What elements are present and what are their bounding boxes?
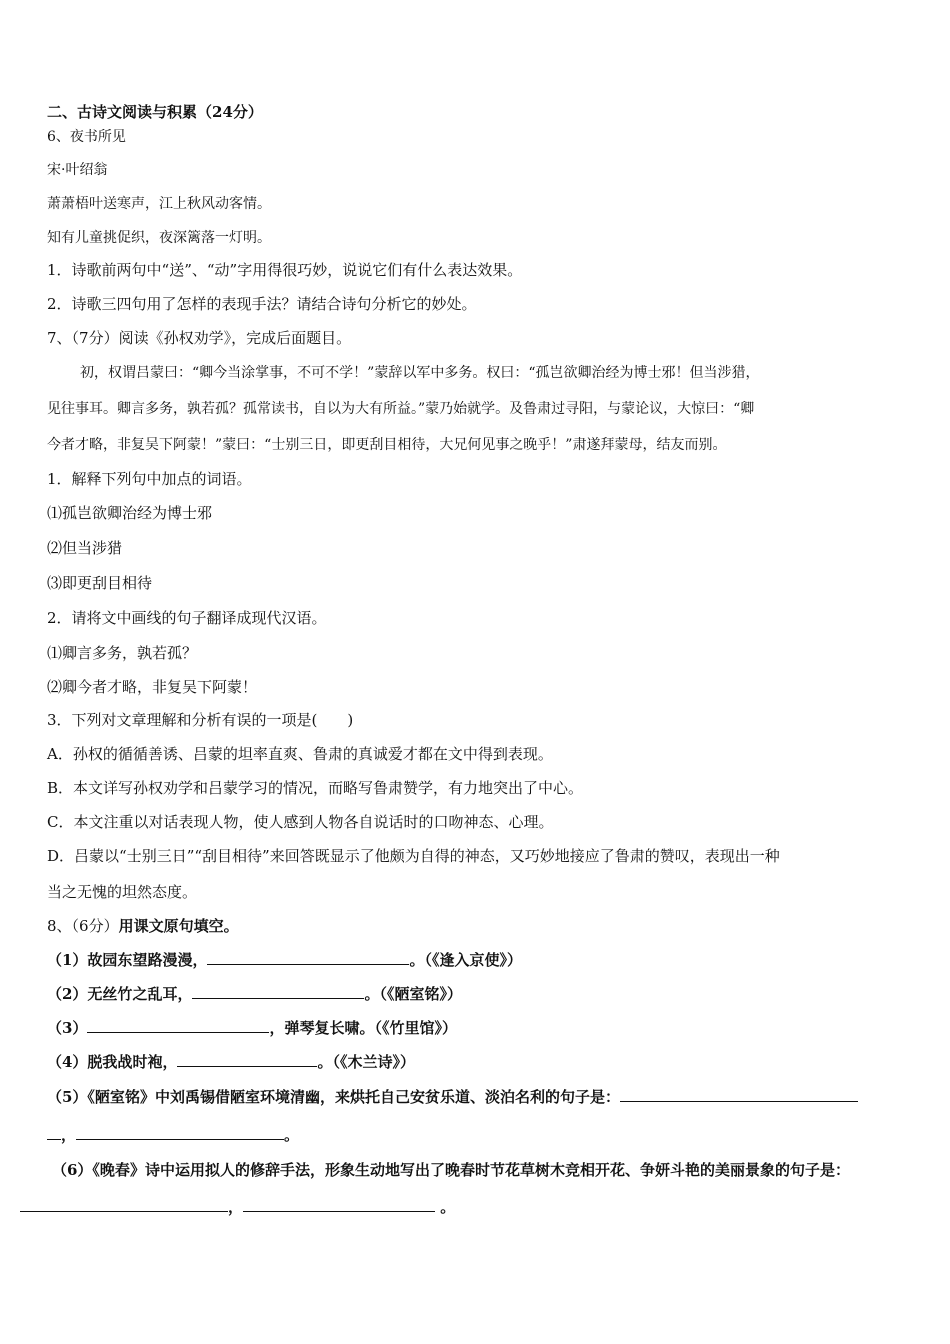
answer-blank[interactable] xyxy=(620,1086,858,1102)
passage-line-2: 见往事耳。卿言多务，孰若孤？孤常读书，自以为大有所益。”蒙乃始就学。及鲁肃过寻阳，与蒙论议，大惊曰：“卿 xyxy=(47,401,755,417)
q7-item-1b: ⑵但当涉猎 xyxy=(47,539,123,557)
answer-blank[interactable] xyxy=(177,1051,317,1067)
option-d-line-1: D．吕蒙以“士别三日”“刮目相待”来回答既显示了他颇为自得的神态，又巧妙地接应了鲁肃的赞叹，表现出一种 xyxy=(47,847,780,865)
fill-item-1: （1）故园东望路漫漫， 。（《逢入京使》） xyxy=(47,951,522,969)
q6-title: 6、夜书所见 xyxy=(47,129,126,145)
q8-score: 8、（6分） xyxy=(47,917,119,935)
q7-title: 7、（7分）阅读《孙权劝学》，完成后面题目。 xyxy=(47,329,352,347)
q6-sub-question-1: 1．诗歌前两句中“送”、“动”字用得很巧妙，说说它们有什么表达效果。 xyxy=(47,261,523,279)
fill-item-2: （2）无丝竹之乱耳， 。（《陋室铭》） xyxy=(47,985,462,1003)
q7-sub-question-1: 1．解释下列句中加点的词语。 xyxy=(47,470,252,488)
option-c: C．本文注重以对话表现人物，使人感到人物各自说话时的口吻神态、心理。 xyxy=(47,813,554,831)
option-b: B．本文详写孙权劝学和吕蒙学习的情况，而略写鲁肃赞学，有力地突出了中心。 xyxy=(47,779,584,797)
fill-item-3: （3） ，弹琴复长啸。（《竹里馆》） xyxy=(47,1019,457,1037)
q7-item-1c: ⑶即更刮目相待 xyxy=(47,574,153,592)
option-d-line-2: 当之无愧的坦然态度。 xyxy=(47,883,198,901)
q8-title xyxy=(47,915,239,937)
answer-blank[interactable] xyxy=(76,1124,284,1140)
q7-item-2b: ⑵卿今者才略，非复吴下阿蒙！ xyxy=(47,678,258,696)
answer-blank[interactable] xyxy=(192,983,364,999)
option-a: A．孙权的循循善诱、吕蒙的坦率直爽、鲁肃的真诚爱才都在文中得到表现。 xyxy=(47,745,553,763)
q7-sub-question-3: 3．下列对文章理解和分析有误的一项是( ) xyxy=(47,711,354,729)
q8-instruction: 用课文原句填空。 xyxy=(118,917,239,935)
poem-line-2: 知有儿童挑促织，夜深篱落一灯明。 xyxy=(47,230,271,246)
poem-author: 宋·叶绍翁 xyxy=(47,162,108,178)
fill-item-5-line-1: （5）《陋室铭》中刘禹锡借陋室环境清幽，来烘托自己安贫乐道、淡泊名利的句子是： xyxy=(47,1086,858,1108)
fill-item-6-line-1: （6）《晚春》诗中运用拟人的修辞手法，形象生动地写出了晚春时节花草树木竞相开花、争妍斗艳的美丽景象的句子是： xyxy=(52,1161,850,1179)
answer-blank[interactable] xyxy=(87,1017,269,1033)
fill-item-6-line-2: ， 。 xyxy=(20,1196,455,1218)
poem-line-1: 萧萧梧叶送寒声，江上秋风动客情。 xyxy=(47,196,271,212)
section-heading: 二、古诗文阅读与积累（24分） xyxy=(47,103,263,121)
passage-line-3: 今者才略，非复吴下阿蒙！”蒙曰：“士别三日，即更刮目相待，大兄何见事之晚乎！”肃遂拜蒙母，结友而别。 xyxy=(47,437,727,453)
q7-item-1a: ⑴孤岂欲卿治经为博士邪 xyxy=(47,504,213,522)
q6-sub-question-2: 2．诗歌三四句用了怎样的表现手法？请结合诗句分析它的妙处。 xyxy=(47,295,477,313)
q7-item-2a: ⑴卿言多务，孰若孤？ xyxy=(47,644,198,662)
answer-blank[interactable] xyxy=(243,1196,435,1212)
fill-item-5-line-2: ， 。 xyxy=(47,1124,299,1146)
answer-blank[interactable] xyxy=(20,1196,228,1212)
passage-line-1: 初，权谓吕蒙曰：“卿今当涂掌事，不可不学！”蒙辞以军中多务。权曰：“孤岂欲卿治经为博士邪！但当涉猎， xyxy=(80,365,760,381)
q7-sub-question-2: 2．请将文中画线的句子翻译成现代汉语。 xyxy=(47,609,327,627)
answer-blank[interactable] xyxy=(207,949,409,965)
answer-blank[interactable] xyxy=(47,1124,61,1140)
fill-item-4: （4）脱我战时袍， 。（《木兰诗》） xyxy=(47,1053,415,1071)
